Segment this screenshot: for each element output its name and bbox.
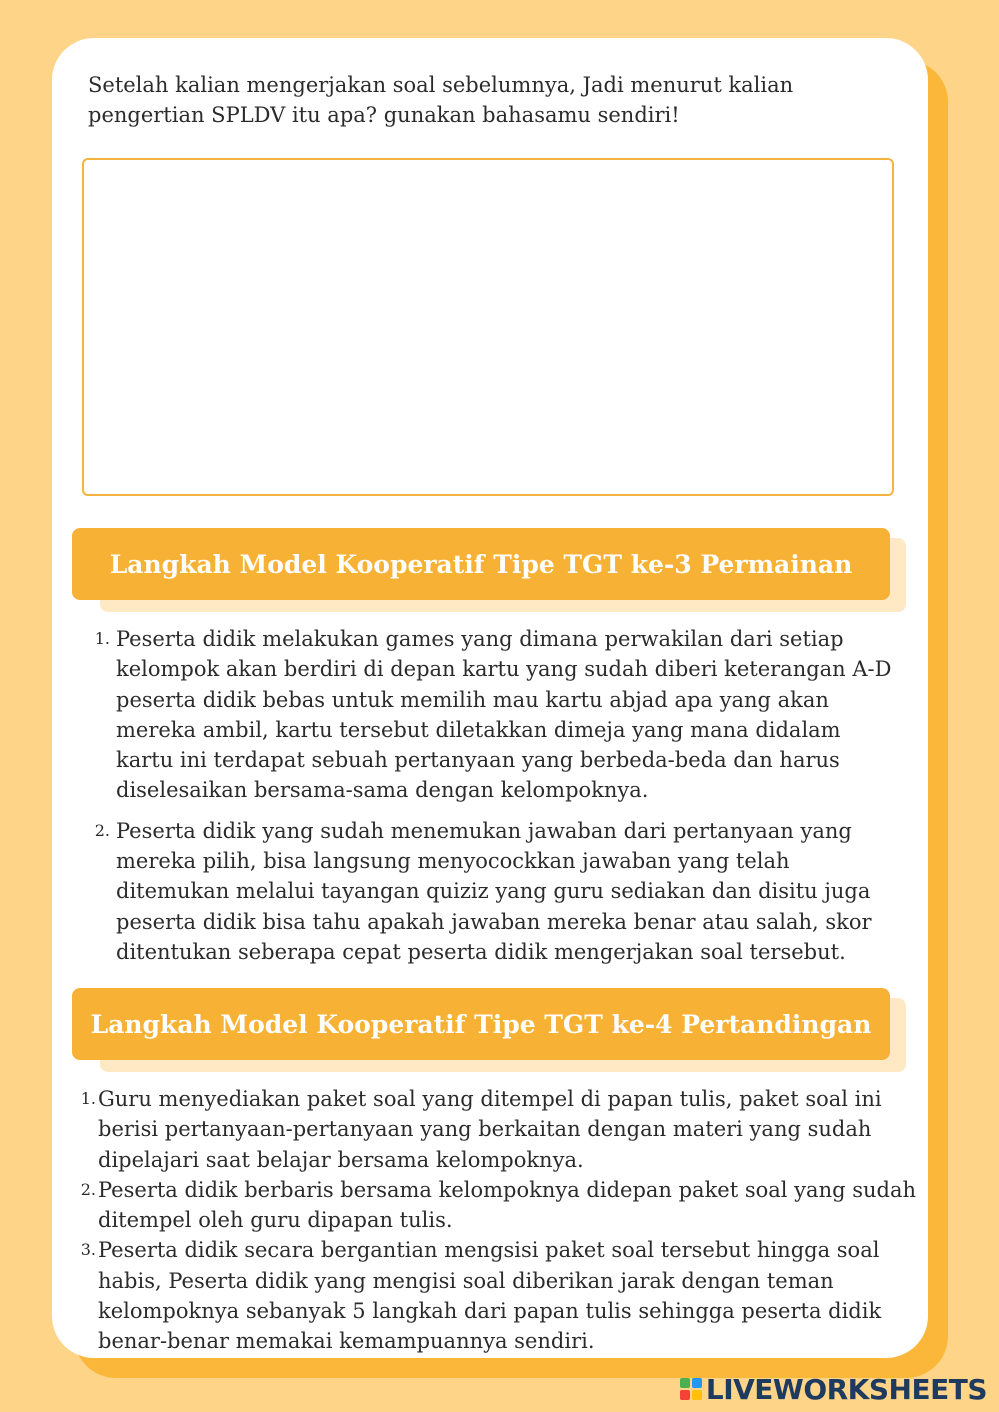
answer-input[interactable]	[82, 158, 894, 496]
item-number: 3.	[80, 1240, 96, 1260]
item-number: 2.	[94, 820, 110, 840]
section4-title: Langkah Model Kooperatif Tipe TGT ke-4 Pertandingan	[72, 988, 890, 1060]
list-item	[92, 624, 900, 806]
item-text: Peserta didik secara bergantian mengsisi paket soal tersebut hingga soal habis, Peserta didik yang mengisi soal diberikan jarak dengan teman kelompoknya sebanyak 5 langkah dari papan tulis sehingga peserta didik benar-benar memakai kemampuannya sendiri.	[98, 1238, 882, 1354]
list-item	[74, 1235, 920, 1356]
item-number: 1.	[80, 1089, 96, 1108]
section3-title: Langkah Model Kooperatif Tipe TGT ke-3 Permainan	[72, 528, 890, 600]
brand-name: LIVEWORKSHEETS	[705, 1372, 987, 1406]
list-item	[74, 1084, 920, 1175]
item-number: 1.	[94, 629, 110, 648]
item-text: Peserta didik melakukan games yang dimana perwakilan dari setiap kelompok akan berdiri di depan kartu yang sudah diberi keterangan A-D peserta didik bebas untuk memilih mau kartu abjad apa yang akan mereka ambil, kartu tersebut diletakkan dimeja yang mana didalam kartu ini terdapat sebuah pertanyaan yang berbeda-beda dan harus diselesaikan bersama-sama dengan kelompoknya.	[116, 627, 892, 803]
intro-question: Setelah kalian mengerjakan soal sebelumnya, Jadi menurut kalian pengertian SPLDV itu apa? gunakan bahasamu sendiri!	[88, 73, 794, 127]
liveworksheets-logo[interactable]	[680, 1374, 987, 1404]
list-item	[92, 816, 900, 967]
item-text: Guru menyediakan paket soal yang ditempel di papan tulis, paket soal ini berisi pertanyaan-pertanyaan yang berkaitan dengan materi yang sudah dipelajari saat belajar bersama kelompoknya.	[98, 1087, 882, 1172]
section4-steps	[74, 1084, 920, 1357]
item-text: Peserta didik yang sudah menemukan jawaban dari pertanyaan yang mereka pilih, bisa langsung menyocockkan jawaban yang telah ditemukan melalui tayangan quiziz yang guru sediakan dan disitu juga peserta didik bisa tahu apakah jawaban mereka benar atau salah, skor ditentukan seberapa cepat peserta didik mengerjakan soal tersebut.	[116, 818, 872, 964]
item-number: 2.	[80, 1179, 96, 1199]
list-item	[74, 1175, 920, 1236]
section3-steps	[92, 624, 900, 977]
logo-icon	[680, 1378, 702, 1400]
item-text: Peserta didik berbaris bersama kelompoknya didepan paket soal yang sudah ditempel oleh guru dipapan tulis.	[98, 1177, 916, 1233]
